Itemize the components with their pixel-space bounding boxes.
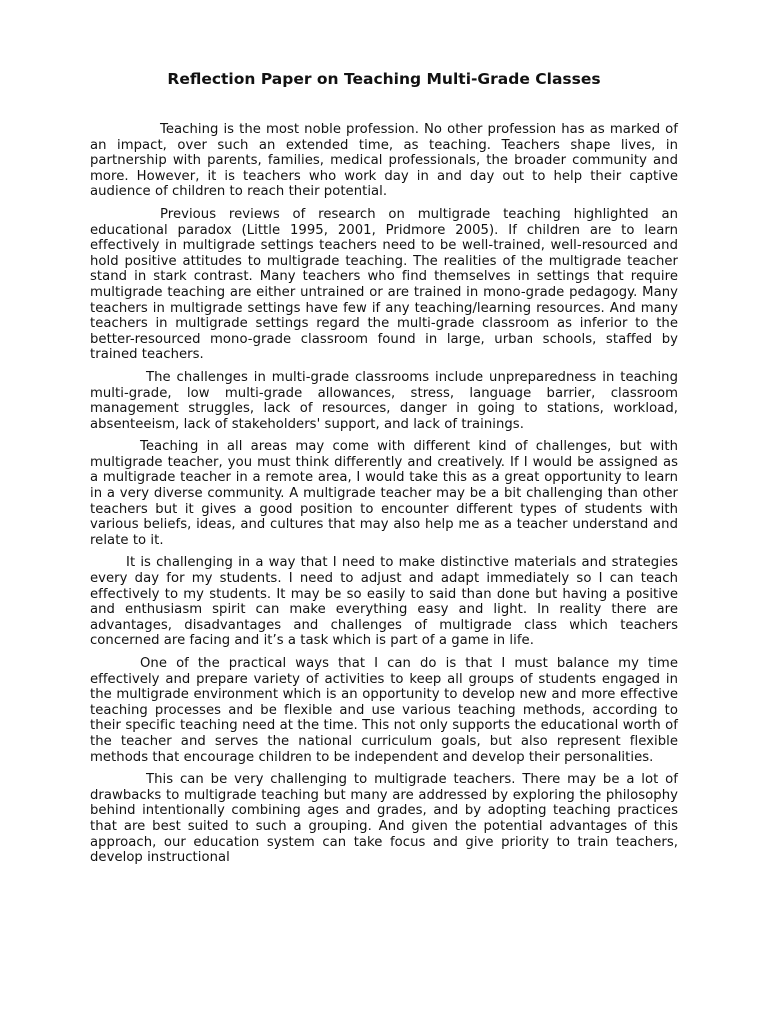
paragraph-1: Teaching is the most noble profession. No other profession has as marked of an impact, over such an extended time, as teaching. Teachers shape lives, in partnership with parents, families, medical professionals, the broader community and more. However, it is teachers who work day in and day out to help their captive audience of children to reach their potential. xyxy=(90,122,678,200)
document-title: Reflection Paper on Teaching Multi-Grade Classes xyxy=(167,70,601,88)
paragraph-2: Previous reviews of research on multigrade teaching highlighted an educational paradox (Little 1995, 2001, Pridmore 2005). If children are to learn effectively in multigrade settings teachers need to be well-trained, well-resourced and hold positive attitudes to multigrade teaching. The realities of the multigrade teacher stand in stark contrast. Many teachers who find themselves in settings that require multigrade teaching are either untrained or are trained in mono-grade pedagogy. Many teachers in multigrade settings have few if any teaching/learning resources. And many teachers in multigrade settings regard the multi-grade classroom as inferior to the better-resourced mono-grade classroom found in large, urban schools, staffed by trained teachers. xyxy=(90,206,678,363)
paragraph-3: The challenges in multi-grade classrooms include unpreparedness in teaching multi-grade, low multi-grade allowances, stress, language barrier, classroom management struggles, lack of resources, danger in going to stations, workload, absenteeism, lack of stakeholders' support, and lack of trainings. xyxy=(90,369,678,432)
paragraph-4: Teaching in all areas may come with different kind of challenges, but with multigrade teacher, you must think differently and creatively. If I would be assigned as a multigrade teacher in a remote area, I would take this as a great opportunity to learn in a very diverse community. A multigrade teacher may be a bit challenging than other teachers but it gives a good position to encounter different types of students with various beliefs, ideas, and cultures that may also help me as a teacher understand and relate to it. xyxy=(90,439,678,548)
paragraph-7: This can be very challenging to multigrade teachers. There may be a lot of drawbacks to multigrade teaching but many are addressed by exploring the philosophy behind intentionally combining ages and grades, and by adopting teaching practices that are best suited to such a grouping. And given the potential advantages of this approach, our education system can take focus and give priority to train teachers, develop instructional xyxy=(90,772,678,866)
paragraph-6: One of the practical ways that I can do is that I must balance my time effectively and prepare variety of activities to keep all groups of students engaged in the multigrade environment which is an opportunity to develop new and more effective teaching processes and be flexible and use various teaching methods, according to their specific teaching need at the time. This not only supports the educational worth of the teacher and serves the national curriculum goals, but also represent flexible methods that encourage children to be independent and develop their personalities. xyxy=(90,656,678,765)
paragraph-5: It is challenging in a way that I need to make distinctive materials and strategies every day for my students. I need to adjust and adapt immediately so I can teach effectively to my students. It may be so easily to said than done but having a positive and enthusiasm spirit can make everything easy and light. In reality there are advantages, disadvantages and challenges of multigrade class which teachers concerned are facing and it’s a task which is part of a game in life. xyxy=(90,555,678,649)
